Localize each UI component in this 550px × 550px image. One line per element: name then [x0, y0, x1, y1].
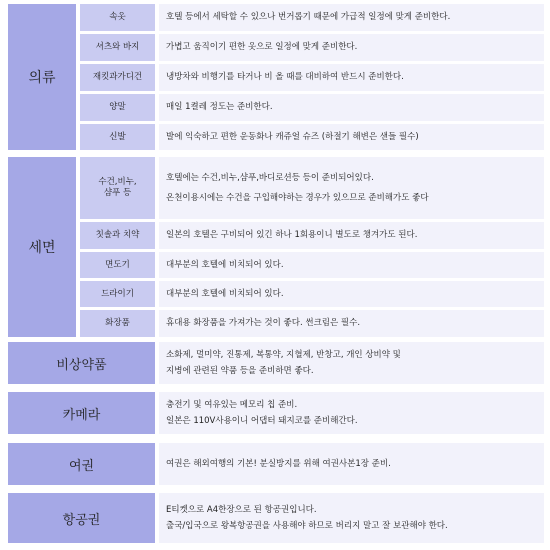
- category-ticket: 항공권: [8, 493, 155, 543]
- table-row: [80, 281, 544, 307]
- table-row: [80, 64, 544, 91]
- item-label: 드라이기: [80, 281, 155, 307]
- item-description: 여권은 해외여행의 기본! 분실방지를 위해 여권사본1장 준비.: [159, 443, 544, 485]
- item-label: 양말: [80, 94, 155, 121]
- item-description: 발에 익숙하고 편한 운동화나 캐쥬얼 슈즈 (하절기 해변은 샌들 필수): [159, 124, 544, 150]
- table-row: [80, 94, 544, 121]
- category-passport: 여권: [8, 443, 155, 485]
- item-label: 속옷: [80, 4, 155, 31]
- item-description: 매일 1켤레 정도는 준비한다.: [159, 94, 544, 121]
- table-row: [80, 222, 544, 249]
- category-clothing: 의류: [8, 4, 76, 150]
- category-toiletries: 세면: [8, 157, 76, 337]
- item-label: 칫솔과 치약: [80, 222, 155, 249]
- item-description: 휴대용 화장품을 가져가는 것이 좋다. 썬크림은 필수.: [159, 310, 544, 337]
- item-description: 호텔에는 수건,비누,샴푸,바디로션등 등이 준비되어있다. 온천이용시에는 수건을 구입해야하는 경우가 있으므로 준비해가도 좋다: [159, 157, 544, 219]
- item-description: 일본의 호텔은 구비되어 있긴 하나 1회용이니 별도로 챙겨가도 된다.: [159, 222, 544, 249]
- item-description: 대부분의 호텔에 비치되어 있다.: [159, 252, 544, 278]
- item-description: 충전기 및 여유있는 메모리 칩 준비. 일본은 110V사용이니 어댑터 돼지코를 준비해간다.: [159, 392, 544, 434]
- item-label: 셔츠와 바지: [80, 34, 155, 61]
- toiletries-section: [8, 157, 544, 337]
- table-row: [80, 4, 544, 31]
- item-description: E티켓으로 A4한장으로 된 항공권입니다. 출국/입국으로 왕복항공권을 사용해야 하므로 버리지 말고 잘 보관해야 한다.: [159, 493, 544, 543]
- item-description: 가볍고 움직이기 편한 옷으로 일정에 맞게 준비한다.: [159, 34, 544, 61]
- clothing-section: [8, 4, 544, 150]
- item-label: 재킷과가디건: [80, 64, 155, 91]
- item-label: 신발: [80, 124, 155, 150]
- item-description: 대부분의 호텔에 비치되어 있다.: [159, 281, 544, 307]
- table-row: [80, 124, 544, 150]
- ticket-section: [8, 493, 544, 543]
- item-label: 수건,비누, 샴푸 등: [80, 157, 155, 219]
- table-row: [80, 310, 544, 337]
- table-row: [80, 252, 544, 278]
- table-row: [80, 34, 544, 61]
- camera-section: [8, 392, 544, 434]
- category-medicine: 비상약품: [8, 342, 155, 384]
- item-description: 호텔 등에서 세탁할 수 있으나 번거롭기 때문에 가급적 일정에 맞게 준비한다.: [159, 4, 544, 31]
- category-camera: 카메라: [8, 392, 155, 434]
- medicine-section: [8, 342, 544, 384]
- item-description: 냉방차와 비행기를 타거나 비 올 때를 대비하여 반드시 준비한다.: [159, 64, 544, 91]
- passport-section: [8, 443, 544, 485]
- table-row: [80, 157, 544, 219]
- item-label: 면도기: [80, 252, 155, 278]
- item-label: 화장품: [80, 310, 155, 337]
- item-description: 소화제, 멀미약, 진통제, 복통약, 지혈제, 반창고, 개인 상비약 및 지병에 관련된 약품 등을 준비하면 좋다.: [159, 342, 544, 384]
